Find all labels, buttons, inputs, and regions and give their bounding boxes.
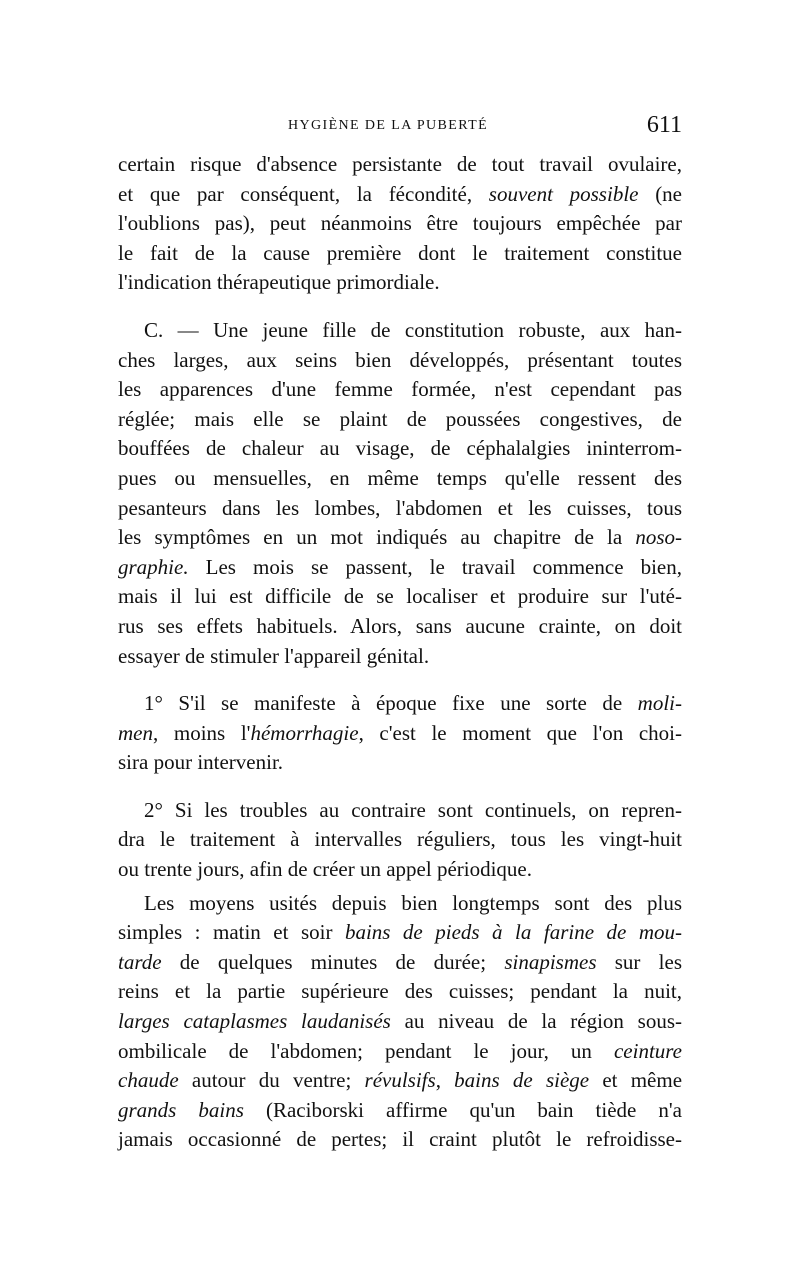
text-line: ches larges, aux seins bien développés, présentant toutes: [118, 347, 682, 372]
italic-text: grands bains: [118, 1097, 244, 1122]
text-line: rus ses effets habituels. Alors, sans aucune crainte, on doit: [118, 613, 682, 638]
italic-text: graphie.: [118, 554, 189, 579]
text-line: essayer de stimuler l'appareil génital.: [118, 643, 430, 668]
italic-text: bains de pieds à la farine de mou-: [344, 920, 682, 945]
text-line: chaude autour du ventre; révulsifs, bains de siège et même: [118, 1068, 683, 1093]
text-line: pesanteurs dans les lombes, l'abdomen et les cuisses, tous: [118, 495, 682, 520]
paragraph: [118, 889, 682, 1155]
text-line: tarde de quelques minutes de durée; sinapismes sur les: [118, 949, 682, 974]
italic-text: men: [118, 720, 153, 745]
text-line: jamais occasionné de pertes; il craint plutôt le refroidisse-: [118, 1127, 682, 1152]
paragraph: [118, 150, 682, 298]
text-line: l'oublions pas), peut néanmoins être toujours empêchée par: [118, 211, 682, 236]
text-line: reins et la partie supérieure des cuisses; pendant la nuit,: [118, 979, 682, 1004]
text-line: bouffées de chaleur au visage, de céphalalgies ininterrom-: [118, 436, 682, 461]
text-line: simples : matin et soir bains de pieds à la farine de mou-: [118, 920, 682, 945]
text-line: ombilicale de l'abdomen; pendant le jour, un ceinture: [118, 1038, 682, 1063]
text-line: larges cataplasmes laudanisés au niveau de la région sous-: [118, 1009, 682, 1034]
text-line: et que par conséquent, la fécondité, souvent possible (ne: [118, 181, 683, 206]
italic-text: moli-: [637, 691, 682, 716]
italic-text: souvent possible: [488, 181, 639, 206]
italic-text: sinapismes: [504, 949, 597, 974]
text-line: 1° S'il se manifeste à époque fixe une sorte de moli-: [144, 691, 682, 716]
italic-text: hémorrhagie: [250, 720, 359, 745]
text-line: men, moins l'hémorrhagie, c'est le moment que l'on choi-: [118, 720, 683, 745]
text-line: 2° Si les troubles au contraire sont continuels, on repren-: [144, 797, 682, 822]
text-line: dra le traitement à intervalles réguliers, tous les vingt-huit: [118, 827, 682, 852]
italic-text: noso-: [635, 525, 682, 550]
text-line: sira pour intervenir.: [118, 750, 284, 775]
text-line: pues ou mensuelles, en même temps qu'elle ressent des: [118, 465, 682, 490]
text-line: l'indication thérapeutique primordiale.: [118, 270, 440, 295]
text-line: les symptômes en un mot indiqués au chapitre de la noso-: [118, 525, 682, 550]
text-line: graphie. Les mois se passent, le travail commence bien,: [118, 554, 682, 579]
text-line: C. — Une jeune fille de constitution robuste, aux han-: [144, 317, 682, 342]
italic-text: tarde: [118, 949, 162, 974]
running-head: HYGIÈNE DE LA PUBERTÉ: [288, 118, 489, 133]
paragraph: [118, 689, 682, 778]
italic-text: ceinture: [613, 1038, 682, 1063]
text-line: mais il lui est difficile de se localiser et produire sur l'uté-: [118, 584, 682, 609]
italic-text: révulsifs: [364, 1068, 436, 1093]
paragraph: [118, 796, 682, 885]
page-number: 611: [646, 112, 682, 138]
text-line: les apparences d'une femme formée, n'est cependant pas: [118, 377, 682, 402]
text-line: certain risque d'absence persistante de tout travail ovulaire,: [118, 152, 682, 176]
italic-text: larges cataplasmes laudanisés: [118, 1009, 391, 1034]
italic-text: chaude: [118, 1068, 179, 1093]
body-text: [118, 150, 682, 1155]
paragraph: [118, 316, 682, 671]
page-header: [118, 112, 682, 144]
text-line: Les moyens usités depuis bien longtemps sont des plus: [144, 890, 682, 915]
text-line: le fait de la cause première dont le traitement constitue: [118, 240, 682, 265]
text-line: réglée; mais elle se plaint de poussées congestives, de: [118, 406, 682, 431]
text-line: grands bains (Raciborski affirme qu'un bain tiède n'a: [118, 1097, 682, 1122]
italic-text: bains de siège: [454, 1068, 590, 1093]
text-line: ou trente jours, afin de créer un appel périodique.: [118, 857, 533, 882]
